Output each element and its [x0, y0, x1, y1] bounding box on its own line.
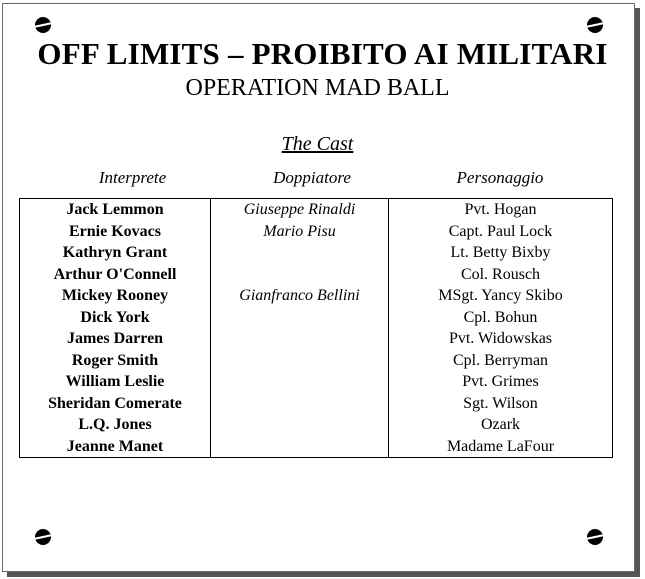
- performer-cell: Ernie Kovacs: [20, 221, 211, 243]
- performer-cell: James Darren: [20, 328, 211, 350]
- dubber-cell: [211, 371, 389, 393]
- dubber-cell: [211, 393, 389, 415]
- dubber-cell: [211, 307, 389, 329]
- screw-icon: [587, 17, 603, 33]
- screw-icon: [587, 529, 603, 545]
- cast-table: [19, 198, 613, 458]
- dubber-cell: [211, 328, 389, 350]
- screw-icon: [35, 529, 51, 545]
- character-cell: Pvt. Grimes: [389, 371, 613, 393]
- table-row: [20, 393, 613, 415]
- dubber-cell: [211, 436, 389, 458]
- page-title: OFF LIMITS – PROIBITO AI MILITARI: [37, 36, 608, 71]
- table-row: [20, 199, 613, 221]
- table-row: [20, 436, 613, 458]
- dubber-cell: Giuseppe Rinaldi: [211, 199, 389, 221]
- performer-cell: Roger Smith: [20, 350, 211, 372]
- table-row: [20, 350, 613, 372]
- table-row: [20, 414, 613, 436]
- dubber-cell: [211, 414, 389, 436]
- dubber-cell: Gianfranco Bellini: [211, 285, 389, 307]
- table-row: [20, 221, 613, 243]
- performer-cell: Jeanne Manet: [20, 436, 211, 458]
- character-cell: Sgt. Wilson: [389, 393, 613, 415]
- character-cell: MSgt. Yancy Skibo: [389, 285, 613, 307]
- character-cell: Cpl. Berryman: [389, 350, 613, 372]
- column-header-dubber: Doppiatore: [273, 168, 351, 187]
- column-header-character: Personaggio: [456, 168, 544, 187]
- dubber-cell: [211, 242, 389, 264]
- performer-cell: Kathryn Grant: [20, 242, 211, 264]
- table-row: [20, 371, 613, 393]
- character-cell: Pvt. Widowskas: [389, 328, 613, 350]
- character-cell: Capt. Paul Lock: [389, 221, 613, 243]
- table-row: [20, 242, 613, 264]
- table-row: [20, 264, 613, 286]
- table-row: [20, 307, 613, 329]
- performer-cell: Sheridan Comerate: [20, 393, 211, 415]
- dubber-cell: Mario Pisu: [211, 221, 389, 243]
- performer-cell: William Leslie: [20, 371, 211, 393]
- character-cell: Col. Rousch: [389, 264, 613, 286]
- dubber-cell: [211, 264, 389, 286]
- performer-cell: Dick York: [20, 307, 211, 329]
- screw-icon: [35, 17, 51, 33]
- character-cell: Ozark: [389, 414, 613, 436]
- character-cell: Pvt. Hogan: [389, 199, 613, 221]
- performer-cell: Mickey Rooney: [20, 285, 211, 307]
- table-row: [20, 328, 613, 350]
- performer-cell: L.Q. Jones: [20, 414, 211, 436]
- column-header-performer: Interprete: [98, 168, 167, 187]
- dubber-cell: [211, 350, 389, 372]
- table-row: [20, 285, 613, 307]
- character-cell: Cpl. Bohun: [389, 307, 613, 329]
- page-subtitle: OPERATION MAD BALL: [185, 75, 450, 101]
- performer-cell: Arthur O'Connell: [20, 264, 211, 286]
- character-cell: Lt. Betty Bixby: [389, 242, 613, 264]
- cast-heading: The Cast: [281, 133, 354, 155]
- character-cell: Madame LaFour: [389, 436, 613, 458]
- performer-cell: Jack Lemmon: [20, 199, 211, 221]
